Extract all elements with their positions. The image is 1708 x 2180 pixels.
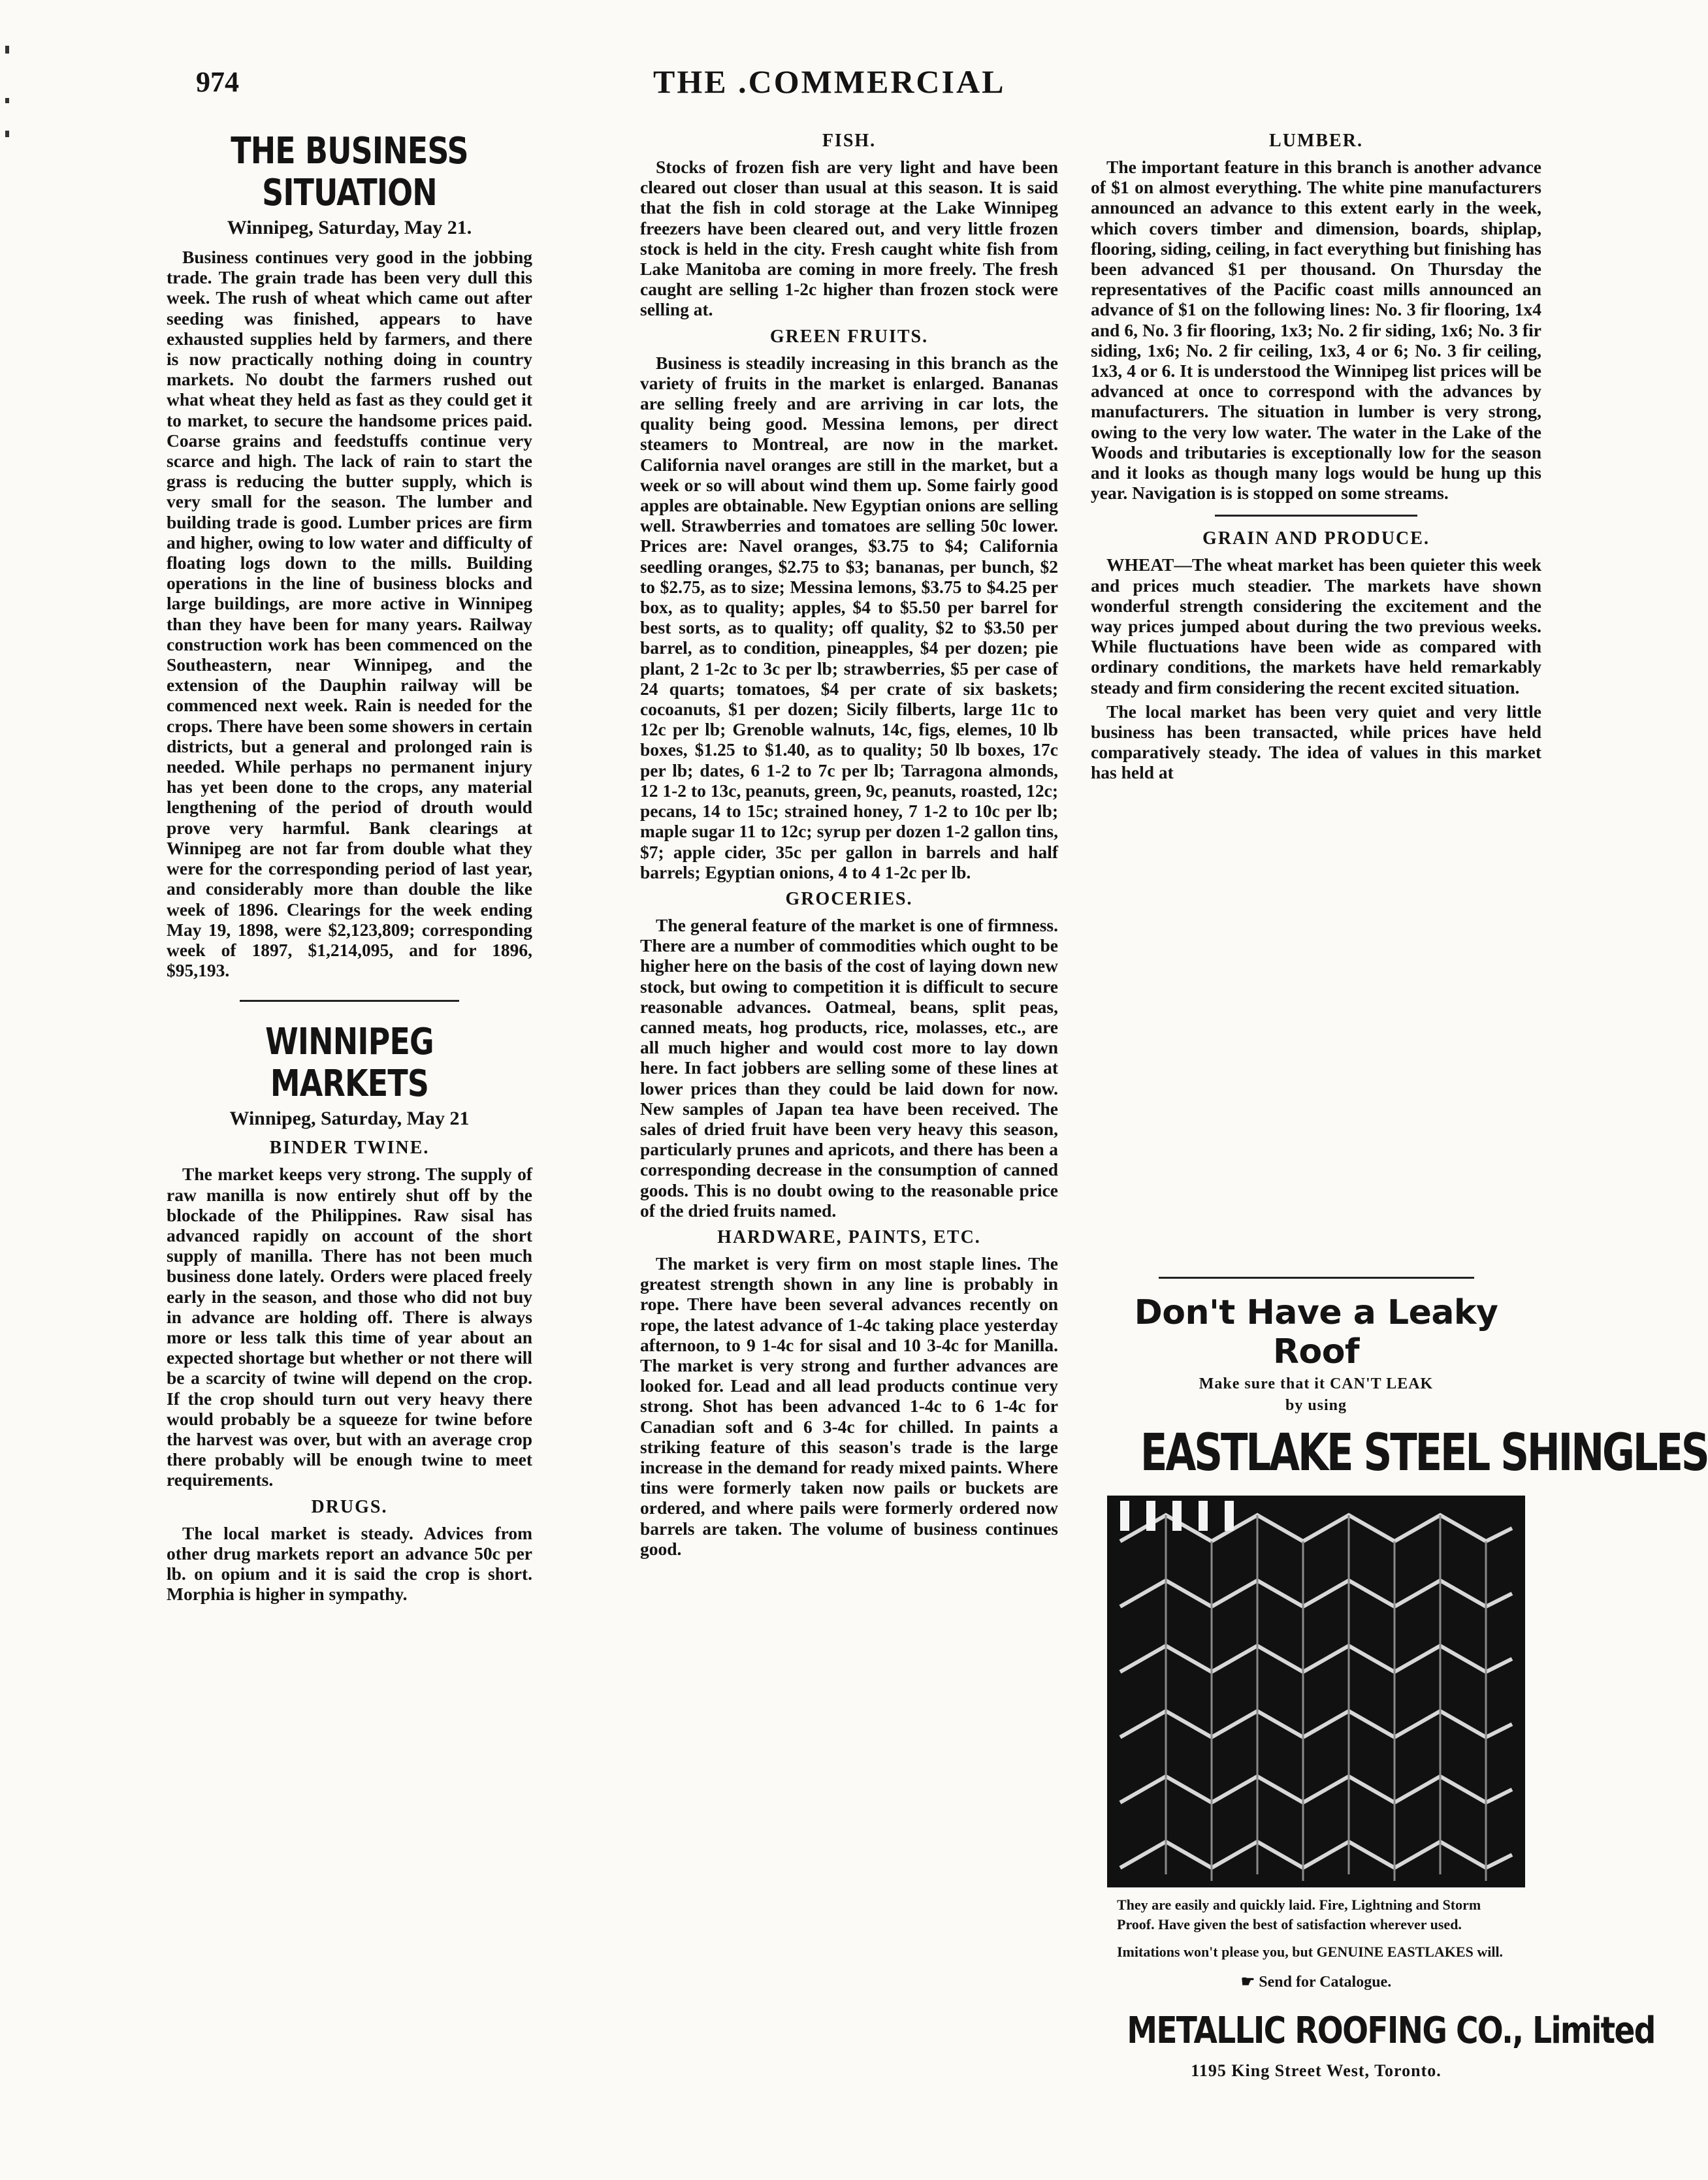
ad-top-rule xyxy=(1159,1277,1474,1279)
winnipeg-markets-dateline: Winnipeg, Saturday, May 21 xyxy=(229,1108,470,1130)
column-left xyxy=(167,131,532,1608)
column-right xyxy=(1091,131,1541,787)
page-number: 974 xyxy=(196,66,239,98)
ad-company: METALLIC ROOFING CO., Limited xyxy=(1127,2010,1655,2052)
business-situation-text: Business continues very good in the jobbing trade. The grain trade has been very dull this week. The rush of wheat which came out after seeding was finished, appears to have exhausted supplies held by farmers, and there is now practically nothing doing in country markets. No doubt the farmers rushed out what wheat they held as fast as they could get it to market, to secure the handsome prices paid. Coarse grains and feedstuffs continue very scarce and high. The lack of rain to start the grass is reducing the butter supply, which is very small for the season. The lumber and building trade is good. Lumber prices are firm and higher, owing to low water and difficulty of floating logs down to the mills. Building operations in the line of business blocks and large buildings, are more active in Winnipeg than they have been for many years. Railway construction work has been commenced on the Southeastern, near Winnipeg, and the extension of the Dauphin railway will be commenced next week. Rain is needed for the crops. There have been some showers in certain districts, but a general and prolonged rain is needed. While perhaps no permanent injury has yet been done to the crops, any material lengthening of the period of drouth would prove very harmful. Bank clearings at Winnipeg are not far from double what they were for the corresponding period of last year, and considerably more than double the like week of 1896. Clearings for the week ending May 19, 1898, were $2,123,809; corresponding week of 1897, $1,214,095, and for 1896, $95,193. xyxy=(167,247,532,981)
green-fruits-text: Business is steadily increasing in this branch as the variety of fruits in the market is enlarged. Bananas are selling freely and are arriving in car lots, the quality being good. Messina lemons, per direct steamers to Montreal, are now in the market. California navel oranges are still in the market, but a week or so will about wind them up. Some fairly good apples are obtainable. New Egyptian onions are selling well. Strawberries and tomatoes are selling 50c lower. Prices are: Navel oranges, $3.75 to $4; California seedling oranges, $2.75 to $3; bananas, per bunch, $2 to $2.75, as to size; Messina lemons, $3.75 to $4.25 per box, as to quality; apples, $4 to $5.50 per barrel for best sorts, as to quality; off quality, $2 to $3.50 per barrel, as to condition, pineapples, $4 per dozen; pie plant, 2 1-2c to 3c per lb; strawberries, $5 per case of 24 quarts; tomatoes, $4 per crate of six baskets; cocoanuts, $1 per dozen; Sicily filberts, large 11c to 12c per lb; Grenoble walnuts, 14c, figs, elemes, 10 lb boxes, $1.25 to $1.40, as to quality; 50 lb boxes, 17c per lb; dates, 6 1-2 to 7c per lb; Tarragona almonds, 12 1-2 to 13c, peanuts, green, 9c, peanuts, roasted, 12c; pecans, 14 to 15c; strained honey, 7 1-2 to 10c per lb; maple sugar 11 to 12c; syrup per dozen 1-2 gallon tins, $7; apple cider, 35c per gallon in barrels and half barrels; Egyptian onions, 4 to 4 1-2c per lb. xyxy=(640,352,1058,882)
binder-twine-text: The market keeps very strong. The supply of raw manilla is now entirely shut off by the blockade of the Philippines. Raw sisal has advanced rapidly on account of the short supply of manilla. There has not been much business done lately. Orders were placed freely early in the season, and those who did not buy in advance are holding off. There is always more or less talk this time of year about an expected shortage but whether or not there will be a scarcity of twine will depend on the crop. If the crop should turn out very heavy there would probably be a squeeze for twine before the harvest was over, but with an average crop there probably will be enough twine to meet requirements. xyxy=(167,1164,532,1490)
scan-edge-mark xyxy=(5,131,9,137)
shingle-roof-illustration xyxy=(1107,1496,1525,1887)
binder-twine-heading: BINDER TWINE. xyxy=(269,1138,430,1159)
scan-edge-mark xyxy=(5,46,9,54)
ad-tagline-2: by using xyxy=(1285,1397,1347,1414)
ad-address: 1195 King Street West, Toronto. xyxy=(1191,2061,1442,2080)
ad-brand: EASTLAKE STEEL SHINGLES xyxy=(1140,1424,1708,1483)
ad-imitations-note: Imitations won't please you, but GENUINE EASTLAKES will. xyxy=(1117,1944,1504,1960)
section-divider xyxy=(240,1000,459,1002)
section-divider xyxy=(1215,515,1418,517)
hardware-heading: HARDWARE, PAINTS, ETC. xyxy=(717,1226,981,1247)
groceries-text: The general feature of the market is one of firmness. There are a number of commodities which ought to be higher here on the basis of the cost of laying down new stock, but owing to competition it is difficult to secure reasonable advances. Oatmeal, beans, split peas, canned meats, hog products, rice, molasses, etc., are all much higher and would cost more to lay down here. In fact jobbers are selling some of these lines at lower prices than they could be laid down for now. New samples of Japan tea have been received. The sales of dried fruit have been very heavy this season, particularly prunes and apricots, and there has been a corresponding decrease in the consumption of canned goods. This is no doubt owing to the reasonable price of the dried fruits named. xyxy=(640,914,1058,1221)
column-middle xyxy=(640,131,1058,1563)
business-situation-dateline: Winnipeg, Saturday, May 21. xyxy=(227,217,472,238)
fish-text: Stocks of frozen fish are very light and have been cleared out closer than usual at this season. It is said that the fish in cold storage at the Lake Winnipeg freezers have been cleared out, and very little frozen stock is held in the city. Fresh caught white fish from Lake Manitoba are coming in more freely. The fresh caught are selling 1-2c higher than frozen stock were selling at. xyxy=(640,157,1058,320)
local-market-text: The local market has been very quiet and very little business has been transacted, while prices have held comparatively steady. The idea of values in this market has held at xyxy=(1091,701,1541,783)
ad-headline: Don't Have a Leaky Roof xyxy=(1134,1293,1498,1371)
grain-produce-heading: GRAIN AND PRODUCE. xyxy=(1202,528,1430,549)
ad-tagline: Make sure that it CAN'T LEAK xyxy=(1199,1375,1434,1392)
hardware-text: The market is very firm on most staple lines. The greatest strength shown in any line is probably in rope. There have been several advances recently on rope, the latest advance of 1-4c taking place yesterday afternoon, to 9 1-4c for sisal and 10 3-4c for Manilla. The market is very strong and further advances are looked for. Lead and all lead products continue very strong. Shot has been advanced 1-4c to 6 1-4c for Canadian soft and 6 3-4c for chilled. In paints a striking feature of this season's trade is the large increase in the demand for ready mixed paints. Where tins were formerly taken now pails or buckets are ordered, and where pails were formerly ordered now barrels are taken. The volume of business continues good. xyxy=(640,1253,1058,1559)
wheat-text: WHEAT—The wheat market has been quieter this week and prices much steadier. The markets have shown wonderful strength considering the excitement and the way prices jumped about during the two previous weeks. While fluctuations have been wide as compared with ordinary conditions, the markets have held remarkably steady and firm considering the recent excited situation. xyxy=(1091,554,1541,697)
groceries-heading: GROCERIES. xyxy=(785,888,913,909)
ad-catalogue-text: Send for Catalogue. xyxy=(1259,1974,1392,1991)
green-fruits-heading: GREEN FRUITS. xyxy=(769,326,929,347)
business-situation-title: THE BUSINESS SITUATION xyxy=(231,130,468,214)
lumber-heading: LUMBER. xyxy=(1269,131,1363,151)
scan-edge-mark xyxy=(5,98,9,103)
ad-description: They are easily and quickly laid. Fire, Lightning and Storm Proof. Have given the best of satisfaction wherever used. xyxy=(1117,1897,1481,1932)
drugs-heading: DRUGS. xyxy=(311,1496,388,1517)
fish-heading: FISH. xyxy=(822,131,877,151)
pointing-hand-icon: ☛ xyxy=(1240,1974,1259,1991)
publication-title: THE .COMMERCIAL xyxy=(653,63,1006,100)
lumber-text: The important feature in this branch is another advance of $1 on almost everything. The white pine manufacturers announced an advance to this extent early in the week, which covers timber and dimension, boards, shiplap, flooring, siding, ceiling, in fact everything but finishing has been advanced $1 per thousand. On Thursday the representatives of the Pacific coast mills announced an advance of $1 on the following lines: No. 3 fir flooring, 1x4 and 6, No. 3 fir flooring, 1x3; No. 2 fir siding, 1x6; No. 3 fir siding, 1x6; No. 2 fir ceiling, 1x3, 4 or 6; No. 3 fir ceiling, 1x3, 4 or 6. It is understood the Winnipeg list prices will be advanced at once to correspond with the advances by manufacturers. The situation in lumber is very strong, owing to the very low water. The water in the Lake of the Woods and tributaries is exceptionally low for the season and it looks as though many logs would be hung up this year. Navigation is is stopped on some streams. xyxy=(1091,157,1541,504)
winnipeg-markets-title: WINNIPEG MARKETS xyxy=(265,1021,434,1106)
advertisement xyxy=(1091,1277,1708,2080)
ad-catalogue xyxy=(1091,1972,1541,1991)
drugs-text: The local market is steady. Advices from other drug markets report an advance 50c per lb. on opium and it is said the crop is short. Morphia is higher in sympathy. xyxy=(167,1522,532,1605)
